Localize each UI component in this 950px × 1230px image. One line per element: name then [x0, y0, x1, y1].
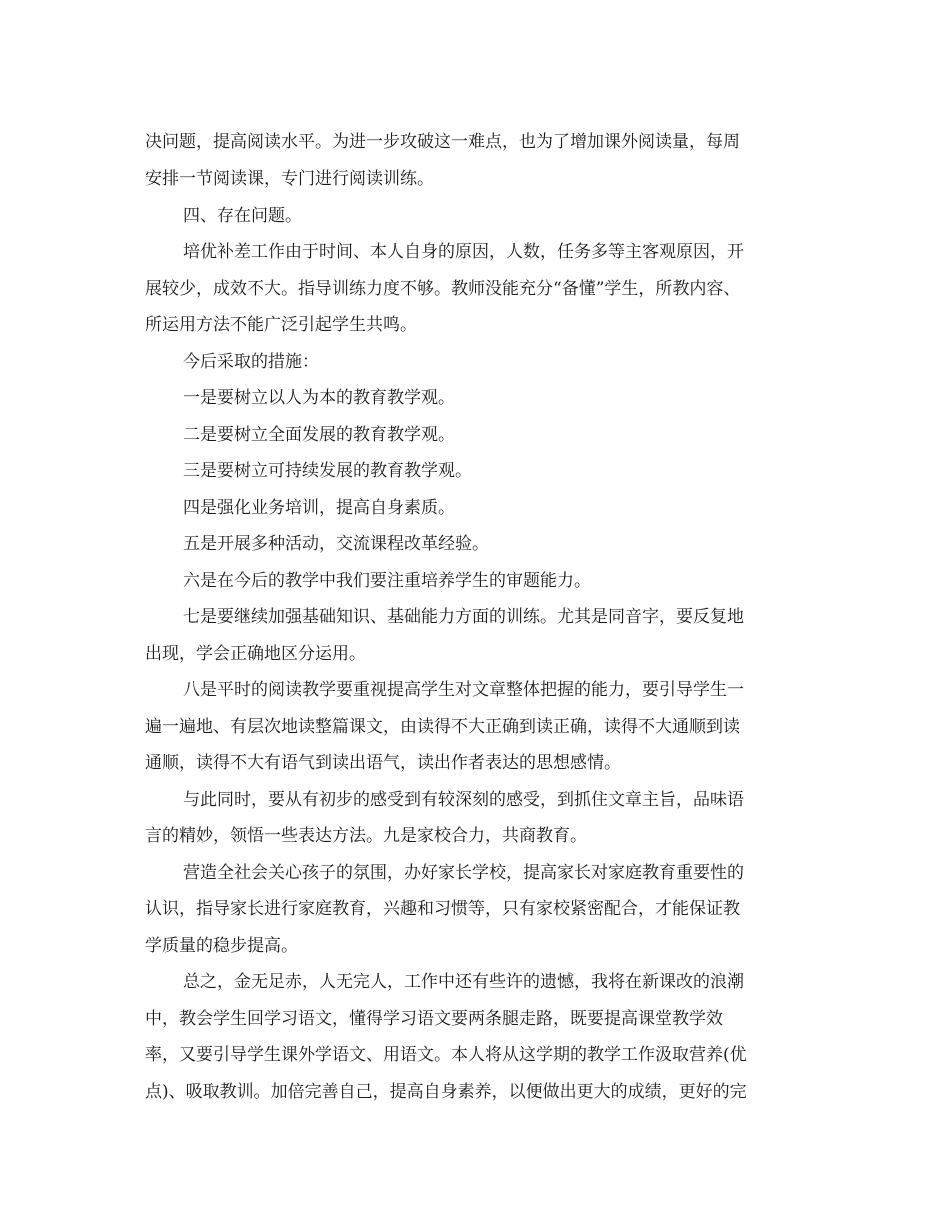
list-item: 五是开展多种活动，交流课程改革经验。 — [183, 534, 489, 554]
text-line: 展较少，成效不大。指导训练力度不够。教师没能充分“备懂”学生，所教内容、 — [145, 279, 741, 299]
text-line: 认识，指导家长进行家庭教育，兴趣和习惯等，只有家校紧密配合，才能保证教 — [145, 899, 740, 919]
list-item: 二是要树立全面发展的教育教学观。 — [183, 425, 455, 445]
text-line: 培优补差工作由于时间、本人自身的原因，人数，任务多等主客观原因，开 — [183, 242, 744, 262]
text-line: 言的精妙，领悟一些表达方法。九是家校合力，共商教育。 — [145, 826, 587, 846]
text-line: 遍一遍地、有层次地读整篇课文，由读得不大正确到读正确，读得不大通顺到读 — [145, 717, 740, 737]
text-line: 与此同时，要从有初步的感受到有较深刻的感受，到抓住文章主旨，品味语 — [183, 790, 744, 810]
section-heading: 四、存在问题。 — [183, 206, 302, 226]
list-item: 六是在今后的教学中我们要注重培养学生的审题能力。 — [183, 571, 591, 591]
text-line: 安排一节阅读课，专门进行阅读训练。 — [145, 169, 434, 189]
text-line: 今后采取的措施： — [183, 352, 319, 372]
text-line: 决问题，提高阅读水平。为进一步攻破这一难点，也为了增加课外阅读量，每周 — [145, 132, 740, 152]
text-line: 点)、吸取教训。加倍完善自己，提高自身素养，以便做出更大的成绩，更好的完 — [145, 1082, 747, 1102]
text-line: 中，教会学生回学习语文，懂得学习语文要两条腿走路，既要提高课堂教学效 — [145, 1009, 723, 1029]
text-line: 学质量的稳步提高。 — [145, 936, 298, 956]
list-item: 三是要树立可持续发展的教育教学观。 — [183, 461, 472, 481]
text-line: 通顺，读得不大有语气到读出语气，读出作者表达的思想感情。 — [145, 753, 621, 773]
list-item: 八是平时的阅读教学要重视提高学生对文章整体把握的能力，要引导学生一 — [183, 680, 744, 700]
text-line: 率，又要引导学生课外学语文、用语文。本人将从这学期的教学工作汲取营养(优 — [145, 1045, 747, 1065]
text-line: 总之，金无足赤，人无完人，工作中还有些许的遗憾，我将在新课改的浪潮 — [183, 972, 744, 992]
list-item: 一是要树立以人为本的教育教学观。 — [183, 388, 455, 408]
list-item: 七是要继续加强基础知识、基础能力方面的训练。尤其是同音字，要反复地 — [183, 607, 744, 627]
list-item: 四是强化业务培训，提高自身素质。 — [183, 498, 455, 518]
text-line: 营造全社会关心孩子的氛围，办好家长学校，提高家长对家庭教育重要性的 — [183, 863, 744, 883]
text-line: 出现，学会正确地区分运用。 — [145, 644, 366, 664]
text-line: 所运用方法不能广泛引起学生共鸣。 — [145, 315, 417, 335]
